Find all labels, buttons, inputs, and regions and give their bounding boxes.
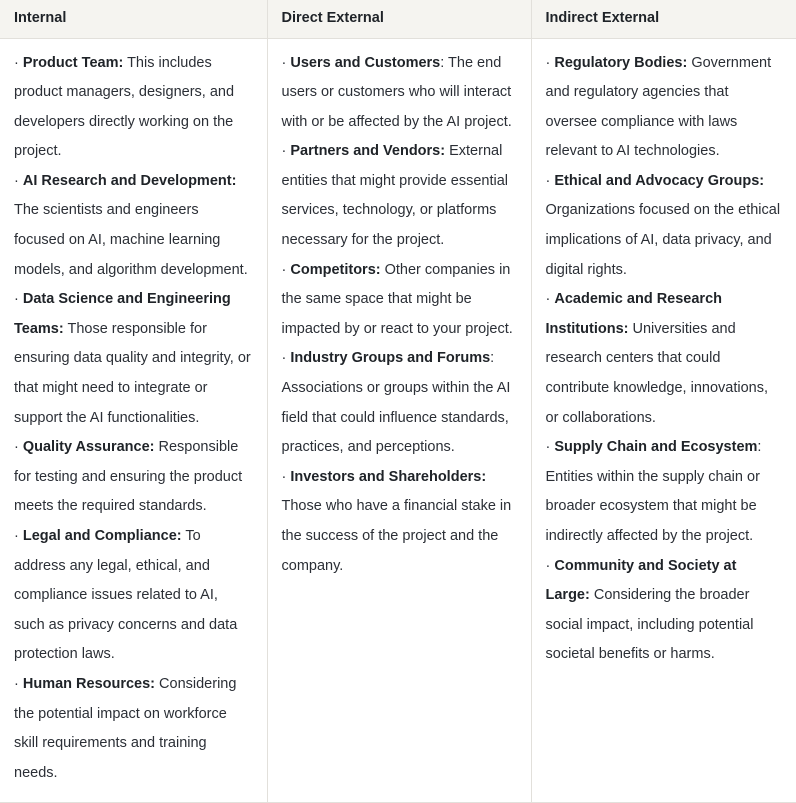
bullet-icon: · (281, 350, 291, 367)
cell-internal (0, 38, 267, 803)
list-item (546, 167, 783, 285)
stakeholder-description: Those responsible for ensuring data quality and integrity, or that might need to integrate or support the AI functionalities. (14, 320, 251, 426)
list-item (282, 49, 517, 138)
stakeholder-term: Users and Customers (290, 54, 441, 71)
bullet-icon: · (545, 54, 555, 71)
stakeholder-description: Other companies in the same space that might be impacted by or react to your project. (281, 261, 513, 337)
column-header-direct-external: Direct External (267, 0, 531, 38)
bullet-icon: · (545, 439, 555, 456)
bullet-icon: · (14, 439, 23, 456)
bullet-icon: · (545, 557, 555, 574)
list-item (14, 49, 253, 167)
table-header-row (0, 0, 796, 38)
stakeholder-term: Regulatory Bodies: (554, 54, 688, 71)
bullet-list-direct-external (282, 49, 517, 582)
stakeholder-description: Those who have a financial stake in the success of the project and the company. (281, 498, 512, 574)
bullet-icon: · (281, 143, 291, 160)
list-item (14, 433, 253, 522)
stakeholder-term: Data Science and Engineering Teams: (14, 291, 231, 337)
list-item (546, 552, 783, 670)
stakeholder-description: Responsible for testing and ensuring the product meets the required standards. (14, 439, 243, 515)
stakeholder-term: AI Research and Development: (22, 172, 237, 189)
stakeholder-term: Academic and Research Institutions: (545, 291, 722, 337)
stakeholder-description: : Entities within the supply chain or broader ecosystem that might be indirectly affected by the project. (545, 439, 762, 544)
list-item (282, 344, 517, 462)
stakeholder-term: Ethical and Advocacy Groups: (554, 172, 765, 189)
list-item (546, 49, 783, 167)
stakeholder-description: External entities that might provide essential services, technology, or platforms necessary for the project. (281, 143, 508, 249)
bullet-list-internal (14, 49, 253, 789)
stakeholder-term: Community and Society at Large: (545, 557, 737, 604)
bullet-icon: · (14, 54, 23, 71)
stakeholder-description: : The end users or customers who will interact with or be affected by the AI project. (281, 54, 512, 130)
bullet-icon: · (14, 675, 23, 692)
stakeholder-term: Competitors: (290, 261, 381, 278)
bullet-icon: · (281, 54, 291, 71)
stakeholder-description: Considering the potential impact on workforce skill requirements and training needs. (14, 675, 237, 781)
bullet-icon: · (14, 291, 23, 308)
stakeholder-term: Quality Assurance: (22, 439, 155, 456)
list-item (546, 285, 783, 433)
list-item (546, 433, 783, 551)
stakeholder-description: This includes product managers, designers, and developers directly working on the project. (14, 54, 235, 160)
bullet-icon: · (545, 291, 555, 308)
stakeholder-description: Government and regulatory agencies that oversee compliance with laws relevant to AI technologies. (545, 54, 772, 160)
bullet-icon: · (281, 261, 291, 278)
table-body (0, 38, 796, 803)
table-row (0, 38, 796, 803)
stakeholder-term: Legal and Compliance: (22, 528, 182, 544)
stakeholder-description: The scientists and engineers focused on AI, machine learning models, and algorithm development. (14, 202, 248, 278)
bullet-icon: · (545, 172, 555, 189)
cell-direct-external (267, 38, 531, 803)
stakeholder-term: Product Team: (22, 54, 124, 71)
stakeholder-description: Universities and research centers that could contribute knowledge, innovations, or collaborations. (545, 320, 768, 426)
list-item (14, 670, 253, 788)
column-header-internal: Internal (0, 0, 267, 38)
bullet-icon: · (281, 468, 291, 485)
list-item (282, 463, 517, 581)
list-item (14, 285, 253, 433)
list-item (282, 256, 517, 345)
stakeholder-term: Supply Chain and Ecosystem (554, 439, 758, 456)
list-item (282, 137, 517, 255)
stakeholder-term: Human Resources: (22, 675, 156, 692)
stakeholder-description: Organizations focused on the ethical implications of AI, data privacy, and digital rights. (545, 202, 781, 278)
bullet-icon: · (14, 528, 23, 544)
stakeholder-term: Partners and Vendors: (290, 143, 446, 160)
stakeholder-description: : Associations or groups within the AI field that could influence standards, practices, and perceptions. (281, 350, 511, 456)
stakeholder-description: To address any legal, ethical, and compliance issues related to AI, such as privacy concerns and data protection laws. (14, 528, 238, 663)
column-header-indirect-external: Indirect External (531, 0, 796, 38)
list-item (14, 167, 253, 285)
stakeholder-term: Investors and Shareholders: (290, 468, 487, 485)
stakeholder-description: Considering the broader social impact, including potential societal benefits or harms. (545, 587, 754, 663)
stakeholder-term: Industry Groups and Forums (290, 350, 491, 367)
list-item (14, 522, 253, 670)
bullet-icon: · (14, 172, 23, 189)
cell-indirect-external (531, 38, 796, 803)
bullet-list-indirect-external (546, 49, 783, 670)
